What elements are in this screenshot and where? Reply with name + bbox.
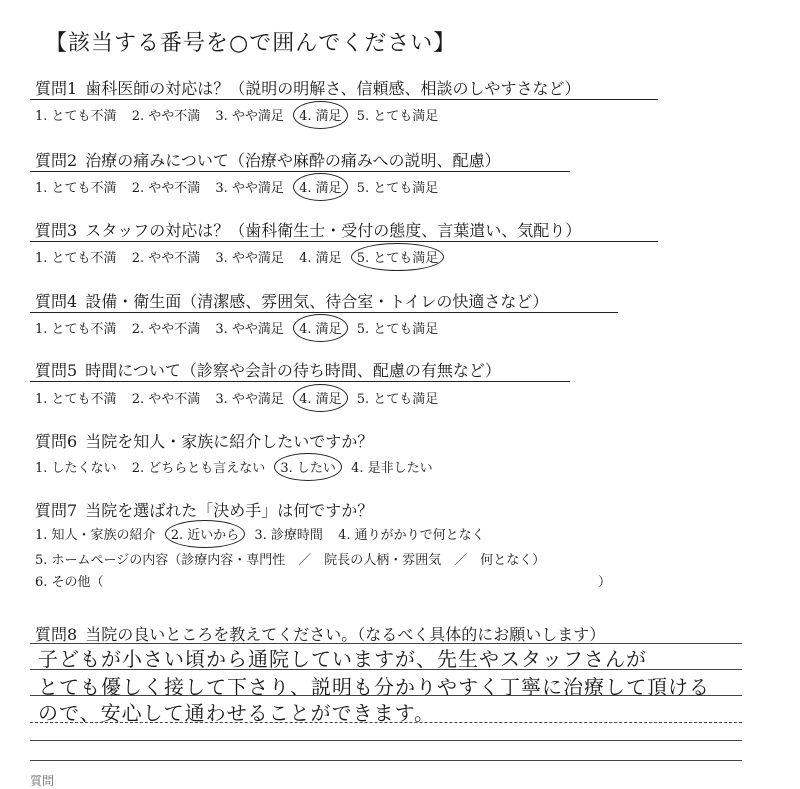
options-row-6 [35,457,444,476]
handwritten-answer-line-3: ので、安心して通わせることができます。 [38,701,435,725]
question-6 [35,429,373,452]
option-6-other[interactable]: 6. その他（ [35,575,104,590]
option-2[interactable]: 2. やや不満 [131,322,201,337]
option-2[interactable]: 2. やや不満 [131,251,201,266]
question-number: 質問6 [35,432,78,451]
option-1[interactable]: 1. とても不満 [35,392,117,407]
question-3 [35,218,581,241]
option-3[interactable]: 3. やや満足 [215,181,284,196]
handwritten-answer-line-2: とても優しく接して下さり、説明も分かりやすく丁寧に治療して頂ける [38,675,710,699]
question-number: 質問3 [35,221,78,240]
next-question-partial: 質問 [30,774,55,788]
question-number: 質問8 [35,625,78,644]
writing-line [30,760,742,761]
question-text: 当院の良いところを教えてください。（なるべく具体的にお願いします） [85,625,606,644]
handwritten-answer-line-1: 子どもが小さい頃から通院していますが、先生やスタッフさんが [38,647,647,671]
writing-line [30,740,742,741]
question-text: 歯科医師の対応は？（説明の明解さ、信頼感、相談のしやすさなど） [85,79,581,98]
option-5-selected[interactable]: 5. とても満足 [357,247,439,266]
option-1[interactable]: 1. とても不満 [35,322,117,337]
question-1 [35,76,581,99]
option-4[interactable]: 4. 通りがかりで何となく [338,528,485,543]
options-row-7a [35,524,496,543]
page-title: 【該当する番号を○で囲んでください】 [45,31,457,56]
option-2[interactable]: 2. やや不満 [131,109,201,124]
option-4[interactable]: 4. 是非したい [351,461,433,476]
question-underline [30,99,658,100]
writing-line [30,669,742,670]
question-text: 当院を選ばれた「決め手」は何ですか？ [85,501,374,520]
options-row-4 [35,318,449,337]
question-text: 治療の痛みについて（治療や麻酔の痛みへの説明、配慮） [85,151,501,170]
question-number: 質問7 [35,501,78,520]
other-close-paren: ） [598,575,612,590]
question-2 [35,148,501,171]
option-4-selected[interactable]: 4. 満足 [299,105,342,124]
option-1[interactable]: 1. したくない [35,461,117,476]
option-1[interactable]: 1. とても不満 [35,181,117,196]
option-3[interactable]: 3. やや満足 [215,109,284,124]
writing-line [30,722,742,723]
option-5-homepage[interactable]: 5. ホームページの内容（診療内容・専門性 ／ 院長の人柄・雰囲気 ／ 何となく） [35,553,546,568]
question-8 [35,622,605,645]
question-text: スタッフの対応は？（歯科衛生士・受付の態度、言葉遣い、気配り） [85,221,582,240]
option-5[interactable]: 5. とても満足 [356,322,439,337]
question-number: 質問2 [35,151,78,170]
option-2[interactable]: 2. やや不満 [131,392,201,407]
options-row-2 [35,177,449,196]
option-2[interactable]: 2. どちらとも言えない [131,461,266,476]
option-4-selected[interactable]: 4. 満足 [299,388,342,407]
options-row-5 [35,388,449,407]
options-row-1 [35,105,449,124]
options-row-3 [35,247,449,266]
question-underline [30,381,570,382]
question-number: 質問5 [35,361,78,380]
question-7 [35,498,373,521]
option-5[interactable]: 5. とても満足 [356,109,439,124]
option-3-selected[interactable]: 3. したい [280,457,336,476]
option-2[interactable]: 2. やや不満 [131,181,201,196]
question-underline [30,171,570,172]
option-3[interactable]: 3. 診療時間 [254,528,323,543]
question-5 [35,358,501,381]
writing-line [30,695,742,696]
option-2-selected[interactable]: 2. 近いから [171,524,240,543]
option-3[interactable]: 3. やや満足 [215,392,284,407]
question-number: 質問4 [35,292,78,311]
question-underline [30,312,618,313]
question-underline [30,241,658,242]
question-number: 質問1 [35,79,78,98]
question-text: 当院を知人・家族に紹介したいですか？ [85,432,374,451]
option-1[interactable]: 1. とても不満 [35,109,117,124]
option-1[interactable]: 1. 知人・家族の紹介 [35,528,156,543]
option-3[interactable]: 3. やや満足 [215,322,284,337]
question-4 [35,289,548,312]
option-4-selected[interactable]: 4. 満足 [299,177,342,196]
question-text: 設備・衛生面（清潔感、雰囲気、待合室・トイレの快適さなど） [85,292,549,311]
option-4-selected[interactable]: 4. 満足 [299,318,342,337]
option-3[interactable]: 3. やや満足 [215,251,284,266]
question-text: 時間について（診察や会計の待ち時間、配慮の有無など） [85,361,501,380]
option-1[interactable]: 1. とても不満 [35,251,117,266]
option-5[interactable]: 5. とても満足 [356,181,439,196]
option-5[interactable]: 5. とても満足 [356,392,439,407]
option-4[interactable]: 4. 満足 [299,251,342,266]
